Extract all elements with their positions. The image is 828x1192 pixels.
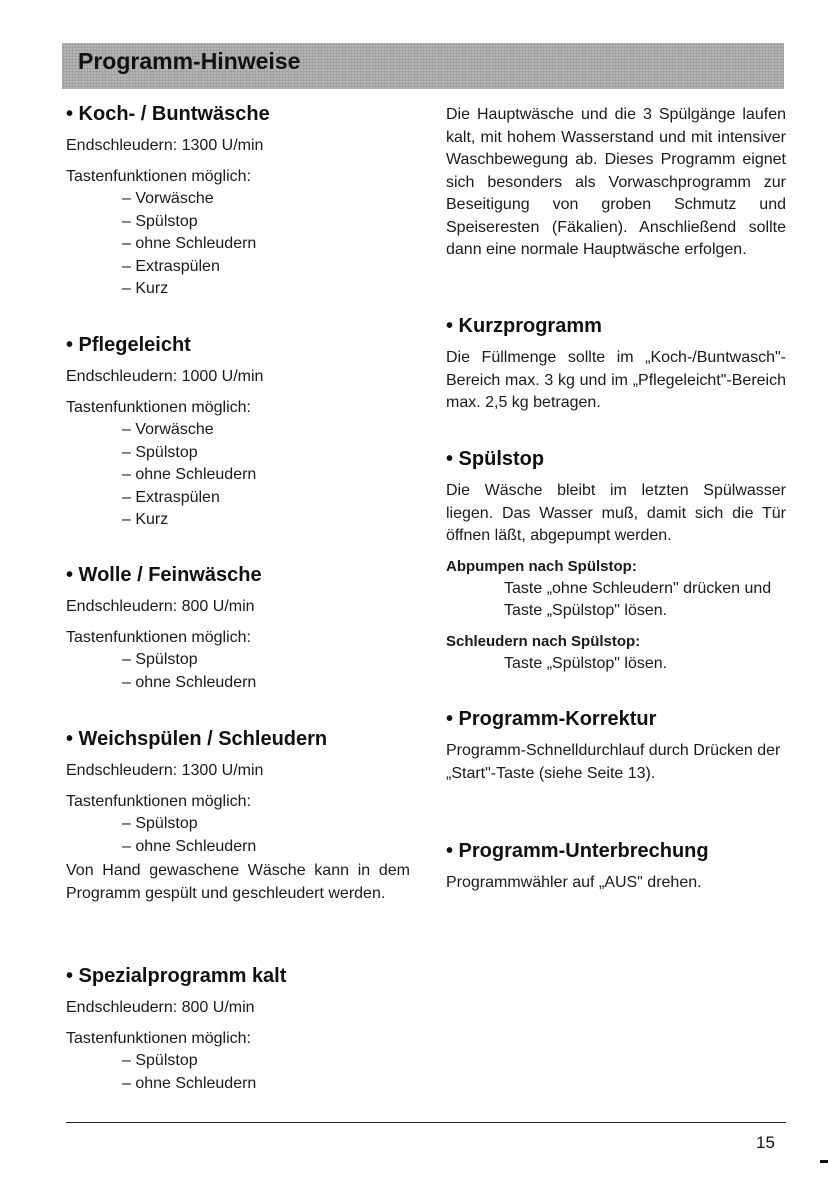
options-list xyxy=(66,188,410,301)
page-title: Programm-Hinweise xyxy=(78,48,301,74)
page-number: 15 xyxy=(756,1133,775,1152)
spin-speed: Endschleudern: 800 U/min xyxy=(66,999,255,1016)
section-title: • Weichspülen / Schleudern xyxy=(66,728,328,750)
list-item: – ohne Schleudern xyxy=(122,1074,257,1092)
section-programm-korrektur xyxy=(446,706,786,785)
list-item: – ohne Schleudern xyxy=(122,235,257,252)
functions-label: Tastenfunktionen möglich: xyxy=(66,399,251,416)
functions-label: Tastenfunktionen möglich: xyxy=(66,168,251,185)
functions-label: Tastenfunktionen möglich: xyxy=(66,629,251,646)
options-list xyxy=(66,813,410,858)
section-koch-buntwaesche xyxy=(66,101,410,301)
section-kurzprogramm xyxy=(446,313,786,415)
pump-label: Abpumpen nach Spülstop: xyxy=(446,557,637,575)
section-title: • Programm-Unterbrechung xyxy=(446,840,709,862)
list-item: – Spülstop xyxy=(122,815,198,832)
section-programm-unterbrechung xyxy=(446,838,786,895)
section-title: • Wolle / Feinwäsche xyxy=(66,564,262,586)
section-spuelstop xyxy=(446,446,786,675)
section-title: • Kurzprogramm xyxy=(446,315,602,337)
section-title: • Koch- / Buntwäsche xyxy=(66,103,270,125)
options-list xyxy=(66,649,410,694)
list-item: – Kurz xyxy=(122,511,169,528)
functions-label: Tastenfunktionen möglich: xyxy=(66,1030,251,1047)
section-title: • Pflegeleicht xyxy=(66,334,191,356)
pump-text: Taste „ohne Schleudern" drücken und Taste „Spülstop" lösen. xyxy=(504,579,772,619)
intro-paragraph: Die Hauptwäsche und die 3 Spülgänge laufen kalt, mit hohem Wasserstand und mit intensiver Waschbewegung ab. Dieses Programm eignet sich besonders als Vorwaschprogramm zur Beseitigung von groben Schmutz und Speiseresten (Fäkalien). Anschließend sollte dann eine normale Hauptwäsche erfolgen. xyxy=(446,106,786,258)
spin-speed: Endschleudern: 1300 U/min xyxy=(66,762,264,779)
section-spezialprogramm-kalt xyxy=(66,963,410,1095)
spin-speed: Endschleudern: 1300 U/min xyxy=(66,137,264,154)
section-text: Die Wäsche bleibt im letzten Spülwasser liegen. Das Wasser muß, damit sich die Tür öffnen läßt, abgepumpt werden. xyxy=(446,482,786,544)
section-weichspuelen-schleudern xyxy=(66,726,410,905)
list-item: – ohne Schleudern xyxy=(122,466,257,483)
list-item: – Spülstop xyxy=(122,651,198,668)
list-item: – Spülstop xyxy=(122,443,198,461)
section-text: Programmwähler auf „AUS" drehen. xyxy=(446,874,702,891)
intro-block xyxy=(446,104,786,262)
spin-label: Schleudern nach Spülstop: xyxy=(446,632,641,650)
list-item: – ohne Schleudern xyxy=(122,673,257,691)
section-text: Die Füllmenge sollte im „Koch-/Buntwasch"-Bereich max. 3 kg und im „Pflegeleicht"-Bereich max. 2,5 kg betragen. xyxy=(446,349,786,411)
section-pflegeleicht xyxy=(66,332,410,532)
options-list xyxy=(66,419,410,532)
functions-label: Tastenfunktionen möglich: xyxy=(66,793,251,810)
section-text: Programm-Schnelldurchlauf durch Drücken der „Start"-Taste (siehe Seite 13). xyxy=(446,742,781,782)
spin-text: Taste „Spülstop" lösen. xyxy=(504,654,668,672)
edge-mark xyxy=(820,1160,828,1163)
list-item: – Extraspülen xyxy=(122,257,220,275)
list-item: – Vorwäsche xyxy=(122,190,214,207)
section-note: Von Hand gewaschene Wäsche kann in dem Programm gespült und geschleudert werden. xyxy=(66,862,410,902)
spin-speed: Endschleudern: 800 U/min xyxy=(66,598,255,615)
spin-speed: Endschleudern: 1000 U/min xyxy=(66,368,264,385)
list-item: – Vorwäsche xyxy=(122,421,214,438)
header-banner xyxy=(62,43,784,89)
footer-divider xyxy=(66,1122,786,1123)
section-title: • Spülstop xyxy=(446,448,545,470)
list-item: – Spülstop xyxy=(122,212,198,230)
options-list xyxy=(66,1050,410,1095)
list-item: – Extraspülen xyxy=(122,488,220,506)
list-item: – ohne Schleudern xyxy=(122,837,257,855)
section-title: • Programm-Korrektur xyxy=(446,708,657,730)
section-title: • Spezialprogramm kalt xyxy=(66,965,287,987)
list-item: – Spülstop xyxy=(122,1052,198,1069)
section-wolle-feinwaesche xyxy=(66,562,410,694)
list-item: – Kurz xyxy=(122,280,169,297)
